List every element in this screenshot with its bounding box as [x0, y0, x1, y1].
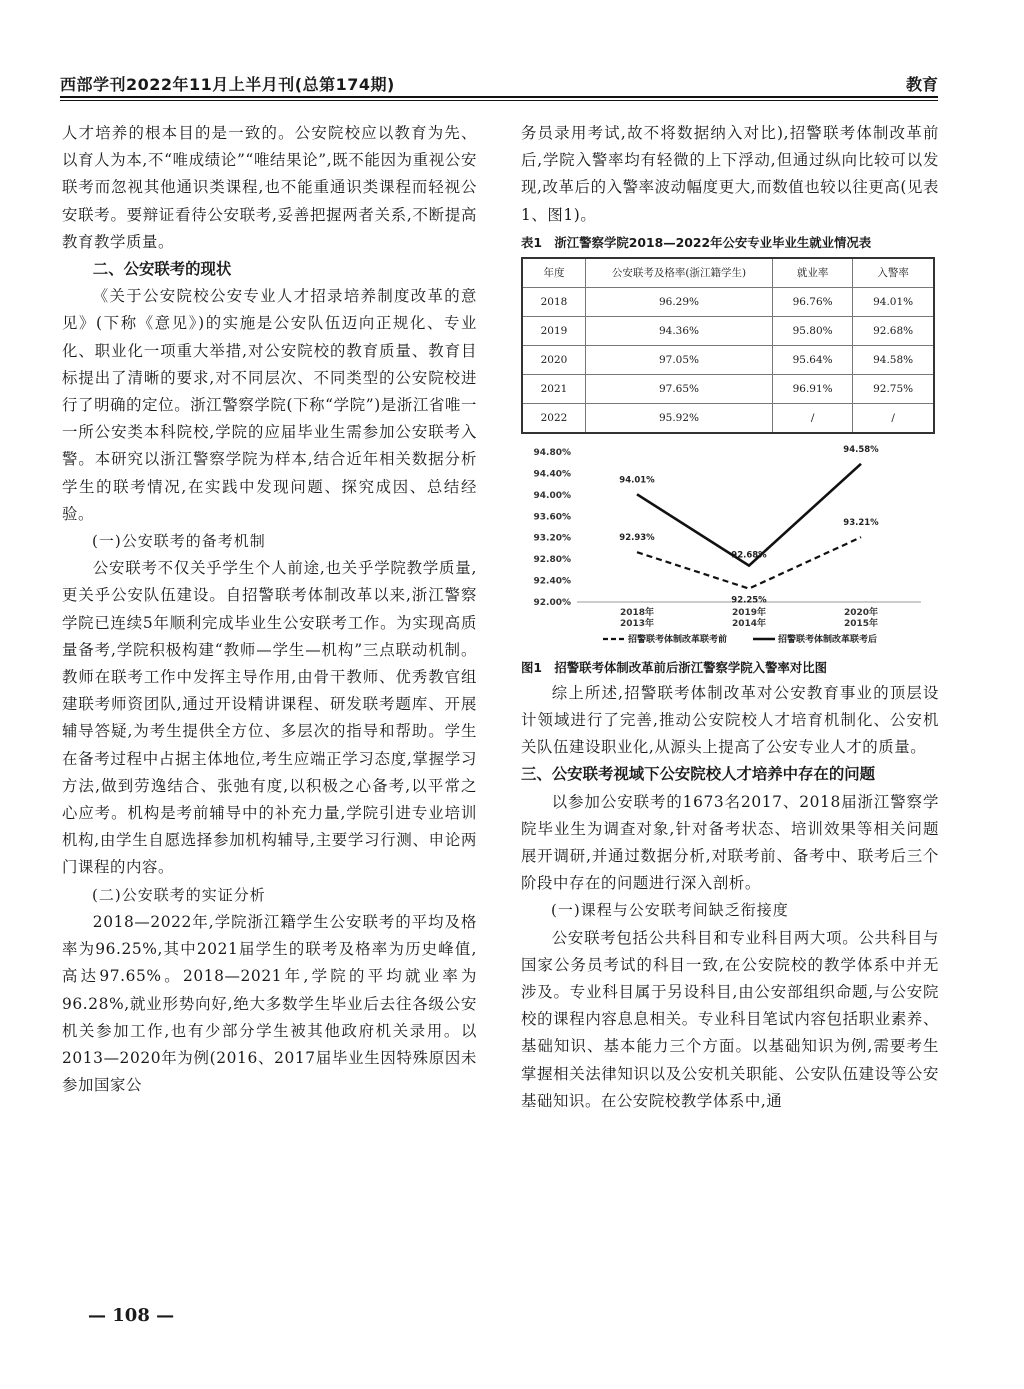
paragraph: 公安联考包括公共科目和专业科目两大项。公共科目与国家公务员考试的科目一致,在公安院校的教学体系中并无涉及。专业科目属于另设科目,由公安部组织命题,与公安院校的课程内容息息相关。专业科目笔试内容包括职业素养、基础知识、基本能力三个方面。以基础知识为例,需要考生掌握相关法律知识以及公安机关职能、公安队伍建设等公安基础知识。在公安院校教学体系中,通: [521, 928, 939, 1110]
x-tick-label: 2020年: [843, 607, 879, 618]
y-tick-label: 94.80%: [533, 447, 571, 458]
left-column: [62, 120, 477, 1099]
table-cell: /: [773, 403, 853, 433]
table-cell: 2020: [522, 345, 586, 374]
table-row: [522, 316, 934, 345]
table-cell: 95.64%: [773, 345, 853, 374]
data-label: 94.58%: [843, 444, 879, 455]
running-header: [60, 66, 938, 100]
page-number: — 108 —: [88, 1305, 175, 1326]
data-label: 92.93%: [619, 532, 655, 543]
x-tick-label: 2014年: [731, 618, 767, 629]
data-label: 94.01%: [619, 475, 655, 486]
header-rule-thin: [60, 100, 938, 101]
table-header-cell: 年度: [522, 258, 586, 288]
table-cell: 2021: [522, 374, 586, 403]
table-cell: 2019: [522, 316, 586, 345]
header-rule-thick: [60, 96, 938, 98]
journal-title: 西部学刊2022年11月上半月刊(总第174期): [60, 75, 395, 94]
table-row: [522, 345, 934, 374]
table-cell: 97.05%: [586, 345, 773, 374]
table-cell: 94.58%: [853, 345, 934, 374]
paragraph: 人才培养的根本目的是一致的。公安院校应以教育为先、以育人为本,不“唯成绩论”“唯结果论”,既不能因为重视公安联考而忽视其他通识类课程,也不能重通识类课程而轻视公安联考。要辩证看待公安联考,妥善把握两者关系,不断提高教育教学质量。: [62, 124, 477, 251]
paragraph: 公安联考不仅关乎学生个人前途,也关乎学院教学质量,更关乎公安队伍建设。自招警联考体制改革以来,浙江警察学院已连续5年顺利完成毕业生公安联考工作。为实现高质量备考,学院积极构建“教师—学生—机构”三点联动机制。教师在联考工作中发挥主导作用,由骨干教师、优秀教官组建联考师资团队,通过开设精讲课程、研发联考题库、开展辅导答疑,为考生提供全方位、多层次的指导和帮助。学生在备考过程中占据主体地位,考生应端正学习态度,掌握学习方法,做到劳逸结合、张弛有度,以积极之心备考,以平常之心应考。机构是考前辅导中的补充力量,学院引进专业培训机构,由学生自愿选择参加机构辅导,主要学习行测、申论两门课程的内容。: [62, 559, 477, 877]
y-tick-label: 94.40%: [533, 469, 571, 480]
right-column: [521, 120, 939, 1115]
table-cell: 2018: [522, 287, 586, 316]
paragraph: 务员录用考试,故不将数据纳入对比),招警联考体制改革前后,学院入警率均有轻微的上下浮动,但通过纵向比较可以发现,改革后的入警率波动幅度更大,而数值也较以往更高(见表1、图1)。: [521, 124, 939, 224]
table-cell: 96.76%: [773, 287, 853, 316]
y-tick-label: 92.00%: [533, 597, 571, 608]
table-header-cell: 入警率: [853, 258, 934, 288]
table-header-cell: 公安联考及格率(浙江籍学生): [586, 258, 773, 288]
table-cell: 96.91%: [773, 374, 853, 403]
table-cell: 95.92%: [586, 403, 773, 433]
table-cell: 92.75%: [853, 374, 934, 403]
line-chart: [521, 442, 939, 652]
legend-label: 招警联考体制改革联考前: [628, 634, 728, 645]
section-heading: 三、公安联考视域下公安院校人才培养中存在的问题: [521, 765, 875, 784]
y-tick-label: 93.60%: [533, 512, 571, 523]
x-tick-label: 2018年: [619, 607, 655, 618]
table-cell: 95.80%: [773, 316, 853, 345]
y-tick-label: 92.80%: [533, 554, 571, 565]
chart-container: [521, 442, 939, 656]
table-cell: 94.36%: [586, 316, 773, 345]
table-row: [522, 374, 934, 403]
x-tick-label: 2015年: [843, 618, 879, 629]
y-tick-label: 93.20%: [533, 533, 571, 544]
table-header-row: [522, 258, 934, 288]
table-cell: 96.29%: [586, 287, 773, 316]
section-heading: 二、公安联考的现状: [92, 260, 232, 279]
table-cell: 94.01%: [853, 287, 934, 316]
table-cell: /: [853, 403, 934, 433]
table-header-cell: 就业率: [773, 258, 853, 288]
data-label: 93.21%: [843, 517, 879, 528]
table-cell: 97.65%: [586, 374, 773, 403]
x-tick-label: 2013年: [619, 618, 655, 629]
employment-table: [521, 257, 935, 434]
paragraph: 《关于公安院校公安专业人才招录培养制度改革的意见》(下称《意见》)的实施是公安队伍迈向正规化、专业化、职业化一项重大举措,对公安院校的教育质量、教育目标提出了清晰的要求,对不同层次、不同类型的公安院校进行了明确的定位。浙江警察学院(下称“学院”)是浙江省唯一一所公安类本科院校,学院的应届毕业生需参加公安联考入警。本研究以浙江警察学院为样本,结合近年相关数据分析学生的联考情况,在实践中发现问题、探究成因、总结经验。: [62, 287, 477, 523]
paragraph: 综上所述,招警联考体制改革对公安教育事业的顶层设计领域进行了完善,推动公安院校人才培育机制化、公安机关队伍建设职业化,从源头上提高了公安专业人才的质量。: [521, 683, 939, 757]
table-caption: 表1 浙江警察学院2018—2022年公安专业毕业生就业情况表: [521, 234, 872, 250]
figure-caption: 图1 招警联考体制改革前后浙江警察学院入警率对比图: [521, 659, 827, 675]
table-row: [522, 403, 934, 433]
legend-label: 招警联考体制改革联考后: [778, 634, 878, 645]
data-label: 92.68%: [731, 550, 767, 561]
table-cell: 92.68%: [853, 316, 934, 345]
series-line: [637, 537, 861, 588]
subsection-heading: (一)课程与公安联考间缺乏衔接度: [551, 901, 789, 920]
subsection-heading: (一)公安联考的备考机制: [92, 532, 266, 551]
paragraph: 2018—2022年,学院浙江籍学生公安联考的平均及格率为96.25%,其中2021届学生的联考及格率为历史峰值,高达97.65%。2018—2021年,学院的平均就业率为96.28%,就业形势向好,绝大多数学生毕业后去往各级公安机关参加工作,也有少部分学生被其他政府机关录用。以2013—2020年为例(2016、2017届毕业生因特殊原因未参加国家公: [62, 912, 477, 1095]
y-tick-label: 92.40%: [533, 576, 571, 587]
y-tick-label: 94.00%: [533, 490, 571, 501]
subsection-heading: (二)公安联考的实证分析: [92, 885, 266, 904]
section-label: 教育: [905, 75, 938, 94]
table-row: [522, 287, 934, 316]
data-label: 92.25%: [731, 595, 767, 606]
table-cell: 2022: [522, 403, 586, 433]
x-tick-label: 2019年: [731, 607, 767, 618]
paragraph: 以参加公安联考的1673名2017、2018届浙江警察学院毕业生为调查对象,针对备考状态、培训效果等相关问题展开调研,并通过数据分析,对联考前、备考中、联考后三个阶段中存在的问题进行深入剖析。: [521, 792, 939, 893]
